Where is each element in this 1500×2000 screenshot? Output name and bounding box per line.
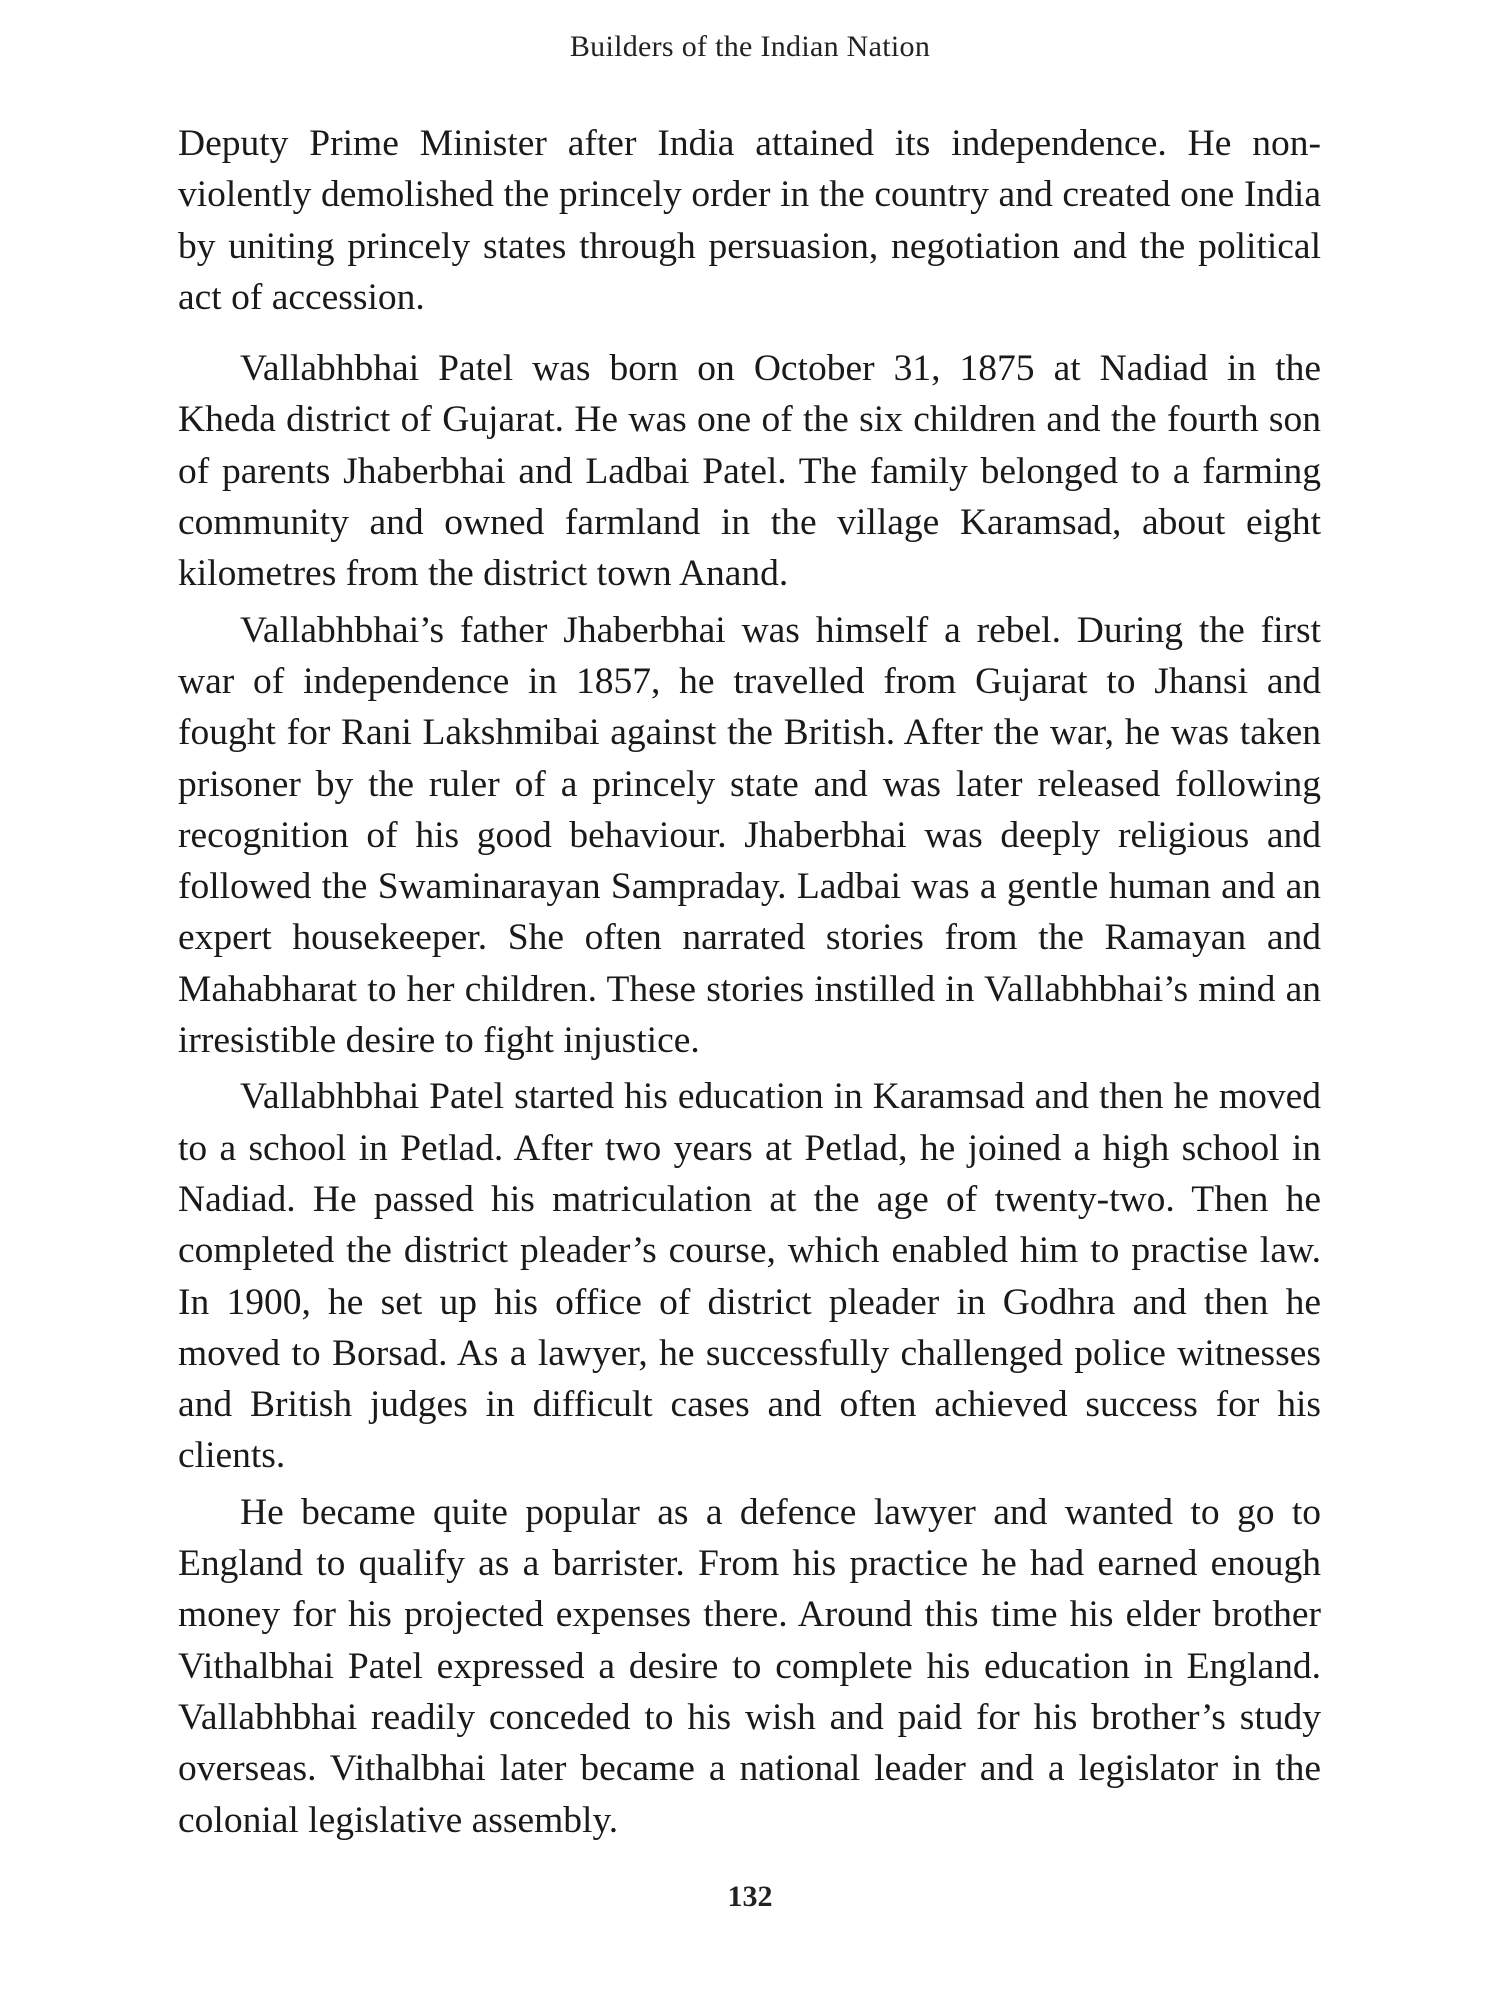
paragraph-england: He became quite popular as a defence lawyer and wanted to go to England to qualify as a barrister. From his practice he had earned enough money for his projected expenses there. Around this time his elder brother Vithalbhai Patel expressed a desire to complete his education in England. Vallabhbhai readily conceded to his wish and paid for his brother’s study overseas. Vithalbhai later became a national leader and a legislator in the colonial legislative assembly. xyxy=(178,1491,1321,1841)
paragraph-birth: Vallabhbhai Patel was born on October 31, 1875 at Nadiad in the Kheda district of Gujarat. He was one of the six children and the fourth son of parents Jhaberbhai and Ladbai Patel. The family belonged to a farming community and owned farmland in the village Karamsad, about eight kilometres from the district town Anand. xyxy=(178,348,1321,595)
running-head: Builders of the Indian Nation xyxy=(569,30,931,63)
page-number: 132 xyxy=(727,1880,773,1913)
paragraph-education: Vallabhbhai Patel started his education in Karamsad and then he moved to a school in Petlad. After two years at Petlad, he joined a high school in Nadiad. He passed his matriculation at the age of twenty-two. Then he completed the district pleader’s course, which enabled him to practise law. In 1900, he set up his office of district pleader in Godhra and then he moved to Borsad. As a lawyer, he successfully challenged police witnesses and British judges in difficult cases and often achieved success for his clients. xyxy=(178,1076,1321,1477)
paragraph-continuation: Deputy Prime Minister after India attained its independence. He non-violently demolished the princely order in the country and created one India by uniting princely states through persuasion, negotiation and the political act of accession. xyxy=(178,123,1321,318)
paragraph-father: Vallabhbhai’s father Jhaberbhai was himself a rebel. During the first war of independence in 1857, he travelled from Gujarat to Jhansi and fought for Rani Lakshmibai against the British. After the war, he was taken prisoner by the ruler of a princely state and was later released following recognition of his good behaviour. Jhaberbhai was deeply religious and followed the Swaminarayan Sampraday. Ladbai was a gentle human and an expert housekeeper. She often narrated stories from the Ramayan and Mahabharat to her children. These stories instilled in Vallabhbhai’s mind an irresistible desire to fight injustice. xyxy=(178,609,1321,1062)
body-text xyxy=(178,118,1321,1846)
